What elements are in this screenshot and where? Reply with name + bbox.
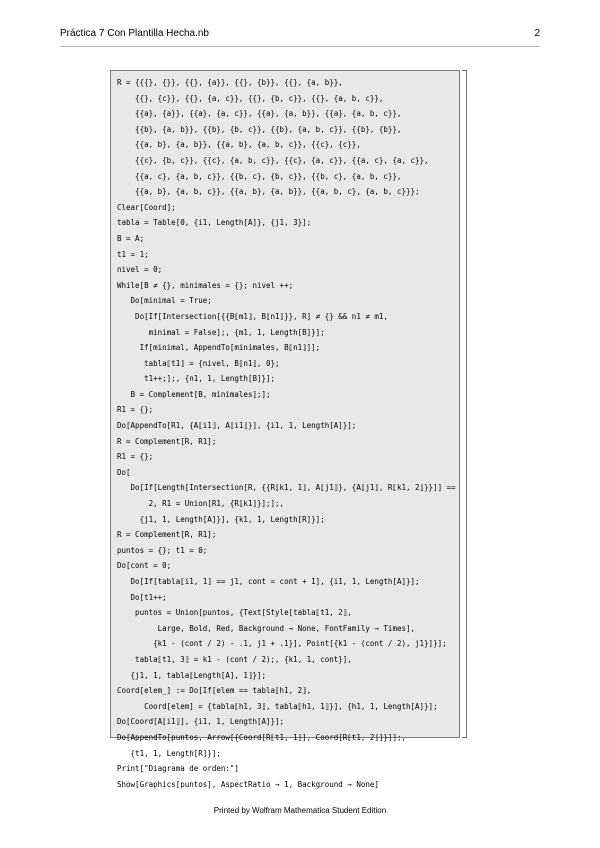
code-line: {{a, b}, {a, b, c}}, {{a, b}, {a, b}}, {{a, b, c}, {a, b, c}}}; [117, 187, 420, 197]
code-line: Do[If[Intersection[{{B⟦m1⟧, B⟦n1⟧}}, R] ≠ {} && n1 ≠ m1, [117, 311, 388, 321]
code-line: B = A; [117, 233, 145, 243]
code-block[interactable] [117, 75, 455, 792]
code-line: Show[Graphics[puntos], AspectRatio → 1, Background → None] [117, 779, 379, 789]
code-line: Do[Coord[A⟦i1⟧], {i1, 1, Length[A]}]; [117, 717, 285, 727]
code-line: {j1, 1, Length[A]}], {k1, 1, Length[R]}]; [117, 514, 325, 524]
code-line: {{b}, {a, b}}, {{b}, {b, c}}, {{b}, {a, b, c}}, {{b}, {b}}, [117, 124, 402, 134]
code-line: Do[t1++; [117, 592, 167, 602]
code-line: {k1 - (cont / 2) - .1, j1 + .1}], Point[{k1 - (cont / 2), j1}]}]; [117, 639, 447, 649]
code-line: Print["Diagrama de orden:"] [117, 764, 239, 774]
code-line: {{}, {c}}, {{}, {a, c}}, {{}, {b, c}}, {{}, {a, b, c}}, [117, 93, 384, 103]
code-line: While[B ≠ {}, minimales = {}; nivel ++; [117, 280, 294, 290]
code-line: If[minimal, AppendTo[minimales, B⟦n1⟧]]; [117, 343, 321, 353]
code-line: Do[If[tabla⟦i1, 1⟧ == j1, cont = cont + 1], {i1, 1, Length[A]}]; [117, 577, 420, 586]
code-line: {t1, 1, Length[R]}]; [117, 748, 221, 758]
code-line: 2, R1 = Union[R1, {R⟦k1⟧}];];, [117, 499, 285, 509]
code-line: Do[ [117, 467, 131, 477]
code-line: R = Complement[R, R1]; [117, 436, 217, 446]
code-line: t1 = 1; [117, 249, 149, 259]
code-line: Large, Bold, Red, Background → None, FontFamily → Times], [117, 623, 416, 633]
code-line: {{c}, {b, c}}, {{c}, {a, b, c}}, {{c}, {a, c}}, {{a, c}, {a, c}}, [117, 155, 429, 165]
header-title: Práctica 7 Con Plantilla Hecha.nb [60, 28, 209, 39]
code-line: Do[minimal = True; [117, 296, 212, 306]
code-line: Do[AppendTo[puntos, Arrow[{Coord[R⟦t1, 1⟧], Coord[R⟦t1, 2⟧]}]];, [117, 732, 406, 742]
cell-bracket[interactable] [462, 70, 467, 738]
page-number: 2 [534, 28, 540, 39]
code-line: {j1, 1, tabla⟦Length[A], 1⟧}]; [117, 670, 267, 680]
code-line: t1++;];, {n1, 1, Length[B]}]; [117, 374, 276, 384]
code-line: nivel = 0; [117, 265, 163, 275]
code-line: Do[AppendTo[R1, {A⟦i1⟧, A⟦i1⟧}], {i1, 1, Length[A]}]; [117, 421, 357, 431]
code-line: R = {{{}, {}}, {{}, {a}}, {{}, {b}}, {{}, {a, b}}, [117, 78, 343, 87]
code-line: Coord[elem] = {tabla⟦h1, 3⟧, tabla⟦h1, 1⟧}], {h1, 1, Length[A]}]; [117, 701, 438, 711]
code-line: B = Complement[B, minimales];]; [117, 389, 271, 399]
code-line: tabla⟦t1, 3⟧ = k1 - (cont / 2);, {k1, 1, cont}], [117, 654, 352, 664]
code-line: Do[cont = 0; [117, 561, 172, 571]
code-line: R1 = {}; [117, 452, 154, 462]
code-line: tabla⟦t1⟧ = {nivel, B⟦n1⟧, 0}; [117, 358, 280, 368]
footer-text: Printed by Wolfram Mathematica Student Edition [213, 806, 387, 815]
code-line: R = Complement[R, R1]; [117, 530, 217, 540]
code-line: {{a}, {a}}, {{a}, {a, c}}, {{a}, {a, b}}, {{a}, {a, b, c}}, [117, 109, 402, 119]
code-line: puntos = {}; t1 = 0; [117, 545, 208, 555]
code-line: Coord[elem_] := Do[If[elem == tabla⟦h1, 2⟧, [117, 686, 312, 696]
input-cell[interactable] [110, 70, 460, 789]
code-line: puntos = Union[puntos, {Text[Style[tabla⟦t1, 2⟧, [117, 608, 352, 618]
code-line: minimal = False];, {m1, 1, Length[B]}]; [117, 327, 325, 337]
code-line: R1 = {}; [117, 405, 154, 415]
code-line: Do[If[Length[Intersection[R, {{R⟦k1, 1⟧, A⟦j1⟧}, {A⟦j1⟧, R⟦k1, 2⟧}}]] == [117, 483, 456, 493]
code-line: tabla = Table[0, {i1, Length[A]}, {j1, 3}]; [117, 218, 312, 228]
code-line: Clear[Coord]; [117, 202, 176, 212]
code-line: {{a, c}, {a, b, c}}, {{b, c}, {b, c}}, {{b, c}, {a, b, c}}, [117, 171, 402, 181]
code-line: {{a, b}, {a, b}}, {{a, b}, {a, b, c}}, {{c}, {c}}, [117, 140, 361, 150]
header-divider [60, 46, 540, 47]
